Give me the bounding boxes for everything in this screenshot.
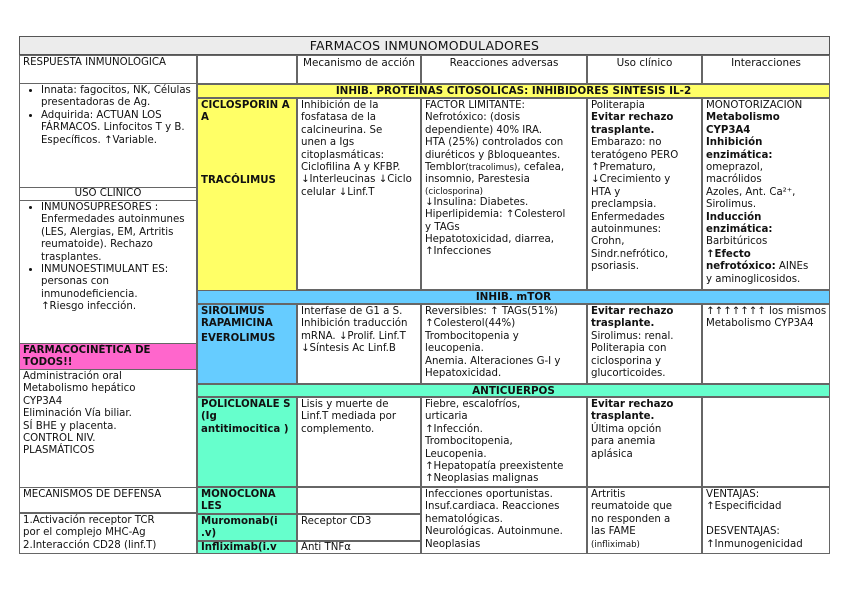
rea-line: Neurológicas. Autoinmune. xyxy=(425,526,563,538)
drug-muromonab xyxy=(197,514,297,541)
header-respuesta-label: RESPUESTA INMUNOLÓGICA xyxy=(23,57,166,68)
drug-policlonales xyxy=(197,397,297,487)
mec-line: Interfase de G1 a S. xyxy=(301,306,403,317)
uso-line: Politerapia xyxy=(591,100,645,111)
poli-interacciones xyxy=(702,397,830,487)
rea-line: ↑Colesterol(44%) xyxy=(425,318,516,330)
drug-ciclosporina-label: CICLOSPORIN A A xyxy=(201,100,290,124)
uso-item: • INMUNOSUPRESORES : Enfermedades autoinmunes (LES, Alergias, EM, Artritis reumatoide). Rechazo trasplantes. xyxy=(41,202,193,264)
uso-line-bold: Evitar rechazo xyxy=(591,399,674,410)
calcineurina-mecanismo xyxy=(297,98,421,290)
mec-line: Ciclofilina A y KFBP. xyxy=(301,162,401,174)
mec-line: unen a Igs xyxy=(301,137,355,149)
mec-line: complemento. xyxy=(301,423,375,435)
header-reacciones: Reacciones adversas xyxy=(421,55,587,84)
inter-line: MONOTORIZACIÓN xyxy=(706,100,803,111)
rea-line: dependiente) 40% IRA. xyxy=(425,124,543,136)
uso-line: Crohn, xyxy=(591,236,625,248)
mec-line: ↓Síntesis Ac Linf.B xyxy=(301,343,396,355)
rea-line: insomnio, Parestesia xyxy=(425,174,530,186)
rea-line: Nefrotóxico: (dosis xyxy=(425,112,521,124)
drug-ciclosporina xyxy=(197,98,297,290)
mtor-uso xyxy=(587,304,702,384)
inter-line xyxy=(706,514,826,526)
drug-infliximab xyxy=(197,541,297,554)
inter-line: y aminoglicosidos. xyxy=(706,273,801,285)
mtor-mecanismo xyxy=(297,304,421,384)
rea-line: hematológicas. xyxy=(425,513,503,525)
rea-line-temblor xyxy=(425,162,583,174)
mec-line: Linf.T mediada por xyxy=(301,411,397,423)
inter-line: Sirolimus. xyxy=(706,199,757,211)
poli-uso xyxy=(587,397,702,487)
rea-line: Anemia. Alteraciones G-I y xyxy=(425,355,561,367)
section-mtor: INHIB. mTOR xyxy=(197,290,830,304)
mono-reacciones xyxy=(421,487,587,554)
nefro-rest: AINEs xyxy=(775,261,809,273)
farmaco-line: Administración oral xyxy=(23,371,122,382)
temblor-rest: , cefalea, xyxy=(517,162,565,174)
inter-line-bold: CYP3A4 xyxy=(706,124,751,136)
uso-line-bold: trasplante. xyxy=(591,411,655,423)
defensa-line: 2.Interacción CD28 (linf.T) xyxy=(23,539,157,551)
inter-line: Azoles, Ant. Ca²⁺, xyxy=(706,186,796,198)
uso-line: ciclosporina y xyxy=(591,355,662,367)
rea-line: Leucopenia. xyxy=(425,448,487,460)
mec-line: Inhibición de la xyxy=(301,100,379,111)
nefro-bold: nefrotóxico: xyxy=(706,261,776,273)
rea-line: y TAGs xyxy=(425,221,460,233)
inter-line: ↑↑↑↑↑↑↑ los mismos xyxy=(706,306,827,317)
uso-line: las FAME xyxy=(591,526,636,538)
rea-line: leucopenia. xyxy=(425,343,484,355)
uso-line: teratógeno PERO xyxy=(591,149,679,161)
page-title: FARMACOS INMUNOMODULADORES xyxy=(19,36,830,55)
drug-infliximab-label: Infliximab(i.v xyxy=(201,542,277,553)
uso-clinico-title: USO CLÍNICO xyxy=(19,187,197,201)
mec-line: mRNA. ↓Prolif. Linf.T xyxy=(301,330,406,342)
uso-line: reumatoide que xyxy=(591,501,673,513)
header-interacciones: Interacciones xyxy=(702,55,830,84)
uso-line: ↑Prematuro, xyxy=(591,162,656,174)
drug-sirolimus xyxy=(197,304,297,384)
inter-line: VENTAJAS: xyxy=(706,489,760,500)
header-blank xyxy=(197,55,297,84)
calcineurina-uso xyxy=(587,98,702,290)
uso-line: no responden a xyxy=(591,513,671,525)
drug-policlonales-label: POLICLONALE S (Ig antitimocitica ) xyxy=(201,399,291,435)
uso-line: Embarazo: no xyxy=(591,137,662,149)
uso-extra-line: ↑Riesgo infección. xyxy=(41,301,137,313)
uso-line: Politerapia con xyxy=(591,343,667,355)
section-calcineurina: INHIB. PROTEÍNAS CITOSÓLICAS: INHIBIDORES SINTESIS IL-2 xyxy=(197,84,830,98)
drug-sirolimus-label: SIROLIMUS RAPAMICINA xyxy=(201,306,273,330)
mec-line: ↓Interleucinas ↓Ciclo xyxy=(301,174,412,186)
farmacocinetica-body xyxy=(19,370,197,487)
uso-line-bold: Evitar rechazo xyxy=(591,306,674,317)
rea-line: Fiebre, escalofríos, xyxy=(425,399,521,410)
farmacocinetica-title: FARMACOCINÉTICA DE TODOS!! xyxy=(19,343,197,370)
drug-tracolimus-label: TRACÓLIMUS xyxy=(201,174,276,186)
inter-line: Metabolismo CYP3A4 xyxy=(706,318,814,330)
uso-line-bold: Evitar rechazo xyxy=(591,112,674,124)
uso-line: aplásica xyxy=(591,448,633,460)
farmaco-line: PLASMÁTICOS xyxy=(23,445,95,457)
rea-line: ↑Hepatopatía preexistente xyxy=(425,461,564,473)
rea-line: HTA (25%) controlados con xyxy=(425,137,564,149)
rea-line: ↑Infecciones xyxy=(425,246,492,258)
uso-line: HTA y xyxy=(591,186,621,198)
poli-mecanismo xyxy=(297,397,421,487)
temblor-note: (tracolimus) xyxy=(465,163,518,174)
inter-line: ↑Especificidad xyxy=(706,501,782,513)
mec-line: citoplasmáticas: xyxy=(301,149,385,161)
respuesta-list xyxy=(19,84,197,187)
mono-interacciones xyxy=(702,487,830,554)
inter-line: omeprazol, xyxy=(706,162,763,174)
rea-line: Hepatoxicidad. xyxy=(425,368,502,380)
rea-line: Hiperlipidemia: ↑Colesterol xyxy=(425,209,566,221)
drug-everolimus-label: EVEROLIMUS xyxy=(201,332,276,344)
uso-line: para anemia xyxy=(591,436,656,448)
mtor-reacciones xyxy=(421,304,587,384)
rea-line: Trombocitopenia, xyxy=(425,436,513,448)
inter-line-bold: Metabolismo xyxy=(706,112,780,124)
uso-line-bold: trasplante. xyxy=(591,124,655,136)
mono-uso xyxy=(587,487,702,554)
inter-line-nefro xyxy=(706,261,826,273)
uso-line: psoriasis. xyxy=(591,261,639,273)
muro-mecanismo xyxy=(297,514,421,541)
inter-line-bold: enzimática: xyxy=(706,224,773,236)
defensa-line: 1.Activación receptor TCR xyxy=(23,515,155,526)
uso-line: preclampsia. xyxy=(591,199,657,211)
inter-line: Barbitúricos xyxy=(706,236,768,248)
defensa-line: por el complejo MHC-Ag xyxy=(23,527,146,539)
uso-extra-line: personas con xyxy=(41,276,109,288)
uso-line: Sirolimus: renal. xyxy=(591,330,674,342)
rea-line: urticaria xyxy=(425,411,468,423)
uso-line: glucorticoides. xyxy=(591,368,666,380)
header-mecanismo: Mecanismo de acción xyxy=(297,55,421,84)
inter-line-bold: Inhibición xyxy=(706,137,763,149)
drug-monoclonales xyxy=(197,487,297,514)
calcineurina-interacciones xyxy=(702,98,830,290)
respuesta-item: • Adquirida: ACTUAN LOS FÁRMACOS. Linfocitos T y B. Específicos. ↑Variable. xyxy=(41,110,193,147)
header-respuesta xyxy=(19,55,197,84)
uso-line: autoinmunes: xyxy=(591,224,662,236)
uso-line-bold: trasplante. xyxy=(591,318,655,330)
uso-line: Sindr.nefrótico, xyxy=(591,248,669,260)
mono-mecanismo xyxy=(297,487,421,514)
farmaco-line: Metabolismo hepático xyxy=(23,383,136,395)
uso-note: (infliximab) xyxy=(591,539,640,550)
rea-line: FACTOR LIMITANTE: xyxy=(425,100,525,111)
rea-line: ↑Infección. xyxy=(425,423,483,435)
rea-note: (ciclosporina) xyxy=(425,186,484,197)
rea-line: Reversibles: ↑ TAGs(51%) xyxy=(425,306,558,317)
mec-line: Lisis y muerte de xyxy=(301,399,389,410)
drug-muromonab-label: Muromonab(i .v) xyxy=(201,516,278,540)
inflix-mecanismo xyxy=(297,541,421,554)
inter-line-bold: enzimática: xyxy=(706,149,773,161)
poli-reacciones xyxy=(421,397,587,487)
header-uso: Uso clínico xyxy=(587,55,702,84)
farmaco-line: CONTROL NIV. xyxy=(23,433,96,445)
rea-line: Hepatotoxicidad, diarrea, xyxy=(425,234,554,246)
rea-line: Neoplasias xyxy=(425,538,481,550)
rea-line: diuréticos y βbloqueantes. xyxy=(425,149,561,161)
mec-line: calcineurina. Se xyxy=(301,124,383,136)
mtor-interacciones xyxy=(702,304,830,384)
uso-clinico-list xyxy=(19,201,197,343)
uso-line: Enfermedades xyxy=(591,211,665,223)
farmaco-line: Eliminación Vía biliar. xyxy=(23,408,132,420)
muro-mec-text: Receptor CD3 xyxy=(301,516,372,527)
inter-line: macrólidos xyxy=(706,174,762,186)
temblor-text: Temblor xyxy=(425,162,466,174)
inter-line-bold: ↑Efecto xyxy=(706,248,751,260)
defensa-title: MECANISMOS DE DEFENSA xyxy=(19,487,197,513)
uso-extra-line: inmunodeficiencia. xyxy=(41,288,138,300)
defensa-body xyxy=(19,513,197,554)
inflix-mec-text: Anti TNFα xyxy=(301,542,351,553)
rea-line: Insuf.cardiaca. Reacciones xyxy=(425,501,560,513)
uso-item: • INMUNOESTIMULANT ES: xyxy=(41,264,193,276)
rea-line: Trombocitopenia y xyxy=(425,330,519,342)
farmaco-line: SÍ BHE y placenta. xyxy=(23,420,117,432)
mec-line: celular ↓Linf.T xyxy=(301,186,375,198)
inter-line: DESVENTAJAS: xyxy=(706,526,780,538)
uso-line: ↓Crecimiento y xyxy=(591,174,671,186)
rea-line: ↑Neoplasias malignas xyxy=(425,473,539,485)
calcineurina-reacciones xyxy=(421,98,587,290)
rea-line: ↓Insulina: Diabetes. xyxy=(425,196,529,208)
inter-line-bold: Inducción xyxy=(706,211,762,223)
mec-line: fosfatasa de la xyxy=(301,112,377,124)
mec-line: Inhibición traducción xyxy=(301,318,408,330)
rea-line: Infecciones oportunistas. xyxy=(425,489,553,500)
drug-monoclonales-label: MONOCLONA LES xyxy=(201,489,276,513)
uso-line: Artritis xyxy=(591,489,626,500)
farmaco-line: CYP3A4 xyxy=(23,395,63,407)
uso-line: Última opción xyxy=(591,423,662,435)
inter-line: ↑Inmunogenicidad xyxy=(706,538,803,550)
pharmacology-table xyxy=(19,36,830,554)
respuesta-item: • Innata: fagocitos, NK, Células presentadoras de Ag. xyxy=(41,85,193,110)
section-anticuerpos: ANTICUERPOS xyxy=(197,384,830,397)
